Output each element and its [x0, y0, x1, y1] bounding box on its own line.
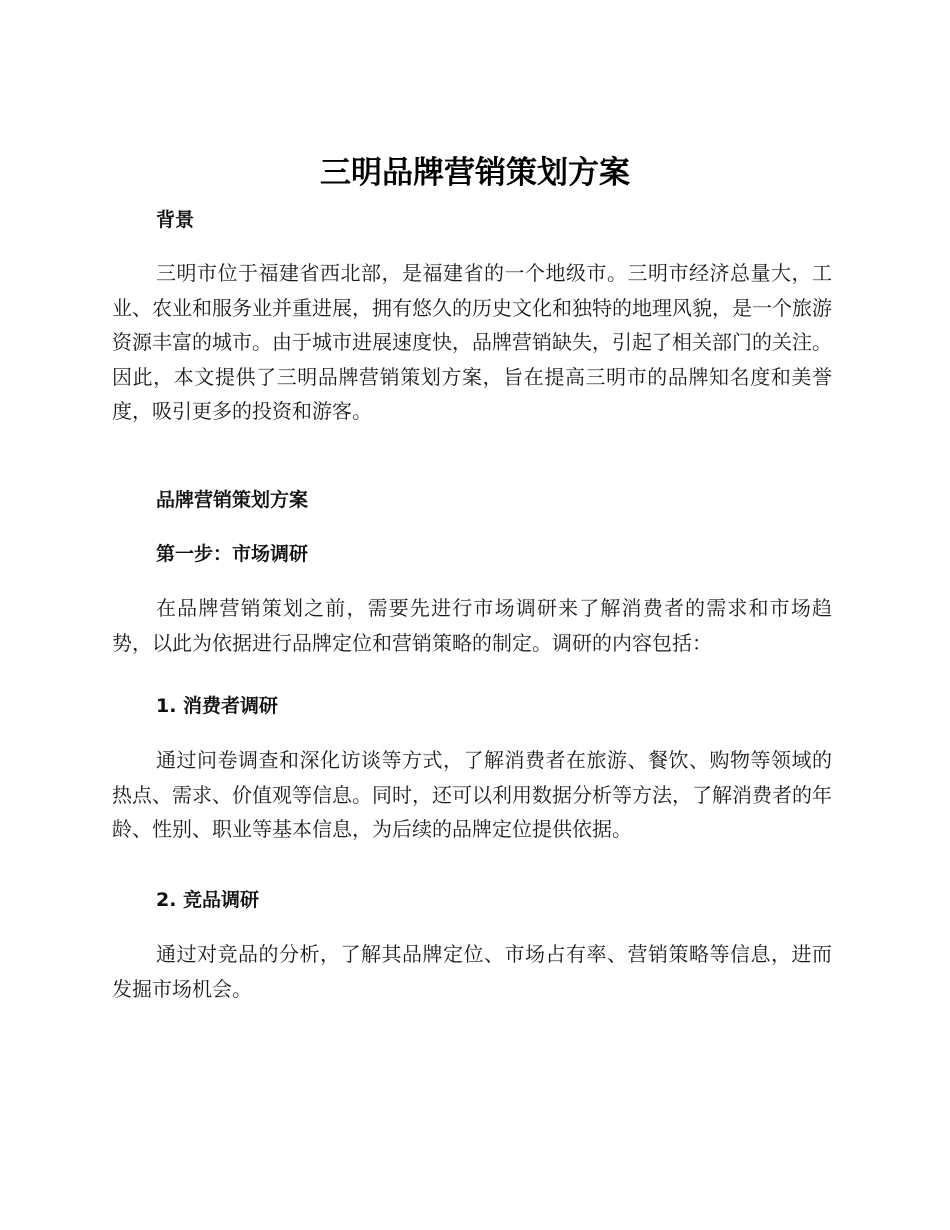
heading-plan: 品牌营销策划方案	[156, 489, 309, 511]
paragraph-step-1: 在品牌营销策划之前，需要先进行市场调研来了解消费者的需求和市场趋势，以此为依据进行品牌定位和营销策略的制定。调研的内容包括：	[112, 596, 832, 655]
paragraph-consumer-research: 通过问卷调查和深化访谈等方式，了解消费者在旅游、餐饮、购物等领域的热点、需求、价值观等信息。同时，还可以利用数据分析等方法，了解消费者的年龄、性别、职业等基本信息，为后续的品牌定位提供依据。	[112, 748, 832, 841]
paragraph-competitor-research: 通过对竞品的分析，了解其品牌定位、市场占有率、营销策略等信息，进而发掘市场机会。	[112, 942, 832, 1001]
paragraph-background: 三明市位于福建省西北部，是福建省的一个地级市。三明市经济总量大，工业、农业和服务业并重进展，拥有悠久的历史文化和独特的地理风貌，是一个旅游资源丰富的城市。由于城市进展速度快，品牌营销缺失，引起了相关部门的关注。因此，本文提供了三明品牌营销策划方案，旨在提高三明市的品牌知名度和美誉度，吸引更多的投资和游客。	[112, 261, 832, 423]
heading-consumer-research: 1. 消费者调研	[156, 695, 279, 717]
heading-background: 背景	[156, 209, 195, 231]
heading-competitor-research: 2. 竞品调研	[156, 889, 260, 911]
document-title: 三明品牌营销策划方案	[320, 155, 630, 191]
heading-step-1: 第一步：市场调研	[156, 543, 309, 565]
